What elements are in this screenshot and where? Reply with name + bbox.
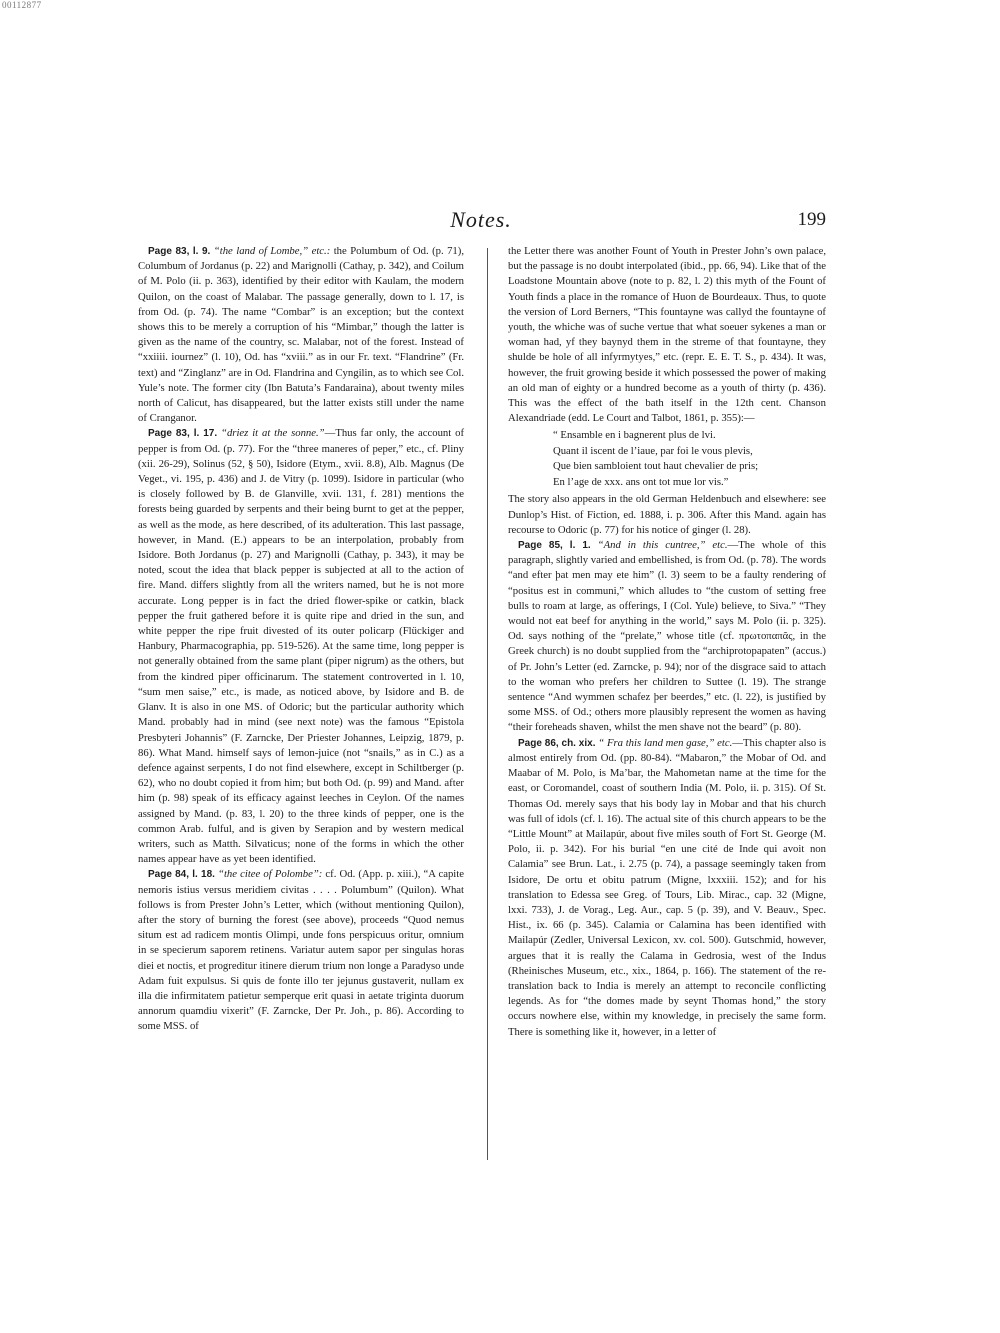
note-entry xyxy=(138,426,464,867)
note-ref: Page 83, l. 17. xyxy=(148,428,218,440)
note-body: —The whole of this paragraph, slightly varied and embellished, is from Od. (p. 78). The words “and efter þat men may ete him” (l. 3) seem to be a faulty rendering of “positus est in communi,” which alludes to “the custom of setting free bulls to roam at large, as offerings, I (Col. Yule) believe, to Siva.” “They would not eat beef for anything in the world,” says M. Polo (ii. p. 325). Od. says nothing of the “prelate,” whose title (cf. πρωτοπαπᾶς, in the Greek church) is no doubt supplied from the “archiprotopapaten” (accus.) of Pr. John’s Letter (ed. Zarncke, p. 94); nor of the disgrace said to attach to the woman who prefers her children to Suttee (l. 19). The strange sentence “And wymmen schafez þer beerdes,” etc. (l. 22), is justified by some MSS. of Od.; others more plausibly represent the women as having “their foreheads shaven, whilst the men shave not the beard” (p. 80). xyxy=(508,539,826,734)
note-quote: “the land of Lombe,” etc.: xyxy=(213,245,331,257)
note-ref: Page 84, l. 18. xyxy=(148,869,215,881)
note-body: the Polumbum of Od. (p. 71), Columbum of Jordanus (p. 22) and Marignolli (Cathay, p. 342), and Coilum of M. Polo (ii. p. 363), identified by their editor with Kaulam, the modern Quilon, on the coast of Malabar. The passage generally, down to l. 17, is from Od. (p. 74). The name “Combar” is an exception; but the context shows this to be merely a corruption of his “Mimbar,” though the latter is given as the name of the country, sc. Malabar, not of the forest. Instead of “xxiiii. iournez” (l. 10), Od. has “xviii.” as in our Fr. text. “Flandrine” (Fr. text) and “Zinglanz” are in Od. Flandrina and Cyngilin, as to which see Col. Yule’s note. The former city (Ibn Batuta’s Fandaraina), about twenty miles north of Calicut, has disappeared, but the latter exists still under the name of Cranganor. xyxy=(138,245,464,425)
after-verse-text: The story also appears in the old German Heldenbuch and elsewhere: see Dunlop’s Hist. of Fiction, ed. 1888, i. p. 306. After this Mand. again has recourse to Odoric (p. 77) for his notice of ginger (l. 28). xyxy=(508,493,826,536)
note-quote: “And in this cuntree,” etc. xyxy=(597,539,728,552)
running-head xyxy=(136,207,826,237)
left-column xyxy=(138,244,464,1035)
note-body: —This chapter also is almost entirely from Od. (pp. 80-84). “Mabaron,” the Mobar of Od. and Maabar of M. Polo, is Ma’bar, the Mahometan name at the time for the east, or Coromandel, coast of southern India (M. Polo, ii. p. 315). Of St. Thomas Od. merely says that his body lay in Mobar and that his church was full of idols (cf. l. 16). The actual site of this church appears to be the “Little Mount” at Mailapúr, about five miles south of Fort St. George (M. Polo, ii. p. 342). For his burial “en une cité de Inde qui avoit non Calamia” see Brun. Lat., i. 2.75 (p. 74), a passage seemingly taken from Isidore, De ortu et obitu patrum (Migne, lxxxiii. 152); and for his translation to Edessa see Greg. of Tours, Lib. Mirac., cap. 32 (Migne, lxxi. 733), J. de Vorag., Leg. Aur., cap. 5 (p. 39), and V. Beauv., Spec. Hist., ix. 66 (p. 345). Calamia or Calamina has been identified with Mailapúr (Zedler, Universal Lexicon, xv. col. 500). Gutschmid, however, argues that it is really the Calama in Gedrosia, west of the Indus (Rheinisches Museum, etc., xix., 1864, p. 166). The statement of the re-translation back to India is merely an attempt to reconcile conflicting legends. As for “the domes made by seynt Thomas hond,” the story occurs nowhere else, within my knowledge, in precisely the same form. There is something like it, however, in a letter of xyxy=(508,736,827,1038)
note-body: —Thus far only, the account of pepper is from Od. (p. 77). For the “three maneres of peper,” etc., cf. Pliny (xii. 26-29), Solinus (52, § 50), Isidore (Etym., xvii. 8.8), Alb. Magnus (De Veget., vi. 195, p. 436) and J. de Vitry (p. 1099). Isidore in particular (who is closely followed by B. de Glanville, xvii. 131, f. 281) mentions the forests being guarded by serpents and their being burnt to get at the pepper, as well as the mode, as here described, of its adulteration. This last passage, however, in Mand. (E.) appears to be an interpolation, probably from Isidore. Both Jordanus (p. 27) and Marignolli (Cathay, p. 343), it may be noted, scout the idea that black pepper is subjected at all to the action of fire. Mand. differs slightly from all the writers named, but he is not more accurate. Long pepper is in fact the dried flower-spike or catkin, black pepper the fruit gathered before it is quite ripe and dried in the sun, and white pepper the ripe fruit divested of its outer policarp (Flückiger and Hanbury, Pharmacographia, pp. 519-526). At the same time, long pepper is not generally obtained from the same plant (piper nigrum) as the others, but from the kindred piper officinarum. The statement controverted in l. 10, “sum men saise,” etc., is made, as noticed above, by Isidore and B. de Glanv. It is also in one MS. of Odoric; but the particular authority which Mand. probably had in mind (see next note) was the famous “Epistola Presbyteri Johannis” (F. Zarncke, Der Priester Johannes, Leipzig, 1879, p. 86). What Mand. himself says of lemon-juice (not “snails,” as in C.) as a defence against serpents, I do not find elsewhere, except in Schiltberger (p. 62), who no doubt copied it from him; but both Od. (p. 99) and Mand. after him (p. 98) speak of its efficacy against leeches in Ceylon. Of the names assigned by Mand. (p. 83, l. 20) to the three kinds of pepper, one is the common Arab. fulful, and is given by Serapion and by western medical writers, such as Matth. Silvaticus; none of the forms in which the other names appear have as yet been identified. xyxy=(138,427,464,866)
verse-quotation xyxy=(553,428,826,490)
right-column xyxy=(508,244,826,1040)
note-entry xyxy=(508,736,826,1040)
column-divider xyxy=(487,248,488,1160)
verse-line: En l’age de xxx. ans ont tot mue lor vis.” xyxy=(553,475,729,488)
note-quote: “the citee of Polombe”: xyxy=(218,868,323,881)
page-title: Notes. xyxy=(450,207,512,232)
note-quote: “driez it at the sonne.” xyxy=(221,427,325,440)
continued-text: the Letter there was another Fount of Youth in Prester John’s own palace, but the passage is no doubt interpolated (ibid., pp. 66, 94). Like that of the Loadstone Mountain above (note to p. 82, l. 2) this myth of the Fount of Youth finds a place in the romance of Huon de Bourdeaux. Thus, to quote the version of Lord Berners, “This fountayne was callyd the fountayne of youth, the whiche was of suche vertue that what soeuer sykenes a man or woman had, yf they baynyd them in the streme of that fountayne, they shulde be hole of all infyrmytyes,” etc. (repr. E. E. T. S., p. 434). It was, however, the fruit growing beside it which possessed the power of making an old man of eighty or a hundred become as a youth of thirty (p. 436). This was the effect of the bath itself in the 12th cent. Chanson Alexandriade (edd. Le Court and Talbot, 1861, p. 355):— xyxy=(508,245,826,425)
note-body: cf. Od. (App. p. xiii.), “A capite nemoris istius versus meridiem civitas . . . . Polumbum” (Quilon). What follows is from Prester John’s Letter, which (without mentioning Quilon), after the story of burning the forest (see above), proceeds “Quod nemus situm est ad radicem montis Olimpi, unde fons perspicuus oritur, omnium in se specierum saporem retinens. Variatur autem sapor per singulas horas diei et noctis, et progreditur itinere dierum trium non longe a Paradyso unde Adam fuit expulsus. Si quis de fonte illo ter jejunus gustaverit, nullam ex illa die infirmitatem patietur semperque erit quasi in aetate triginta duorum annorum quamdiu vixerit” (F. Zarncke, Der Pr. Joh., p. 86). According to some MSS. of xyxy=(138,868,464,1033)
verse-line: Quant il iscent de l’iaue, par foi le vous plevis, xyxy=(553,444,753,457)
edge-mark: 00112877 xyxy=(2,0,42,10)
note-quote: “ Fra this land men gase,” etc. xyxy=(598,736,733,749)
note-ref: Page 86, ch. xix. xyxy=(518,737,596,749)
verse-line: Que bien sambloient tout haut chevalier de pris; xyxy=(553,460,759,473)
note-ref: Page 85, l. 1. xyxy=(518,540,591,552)
note-ref: Page 83, l. 9. xyxy=(148,246,211,257)
note-entry xyxy=(138,867,464,1034)
note-entry xyxy=(508,538,826,736)
verse-line: “ Ensamble en i bagnerent plus de lvi. xyxy=(553,429,716,442)
page-number: 199 xyxy=(797,209,826,230)
note-entry xyxy=(138,244,464,426)
